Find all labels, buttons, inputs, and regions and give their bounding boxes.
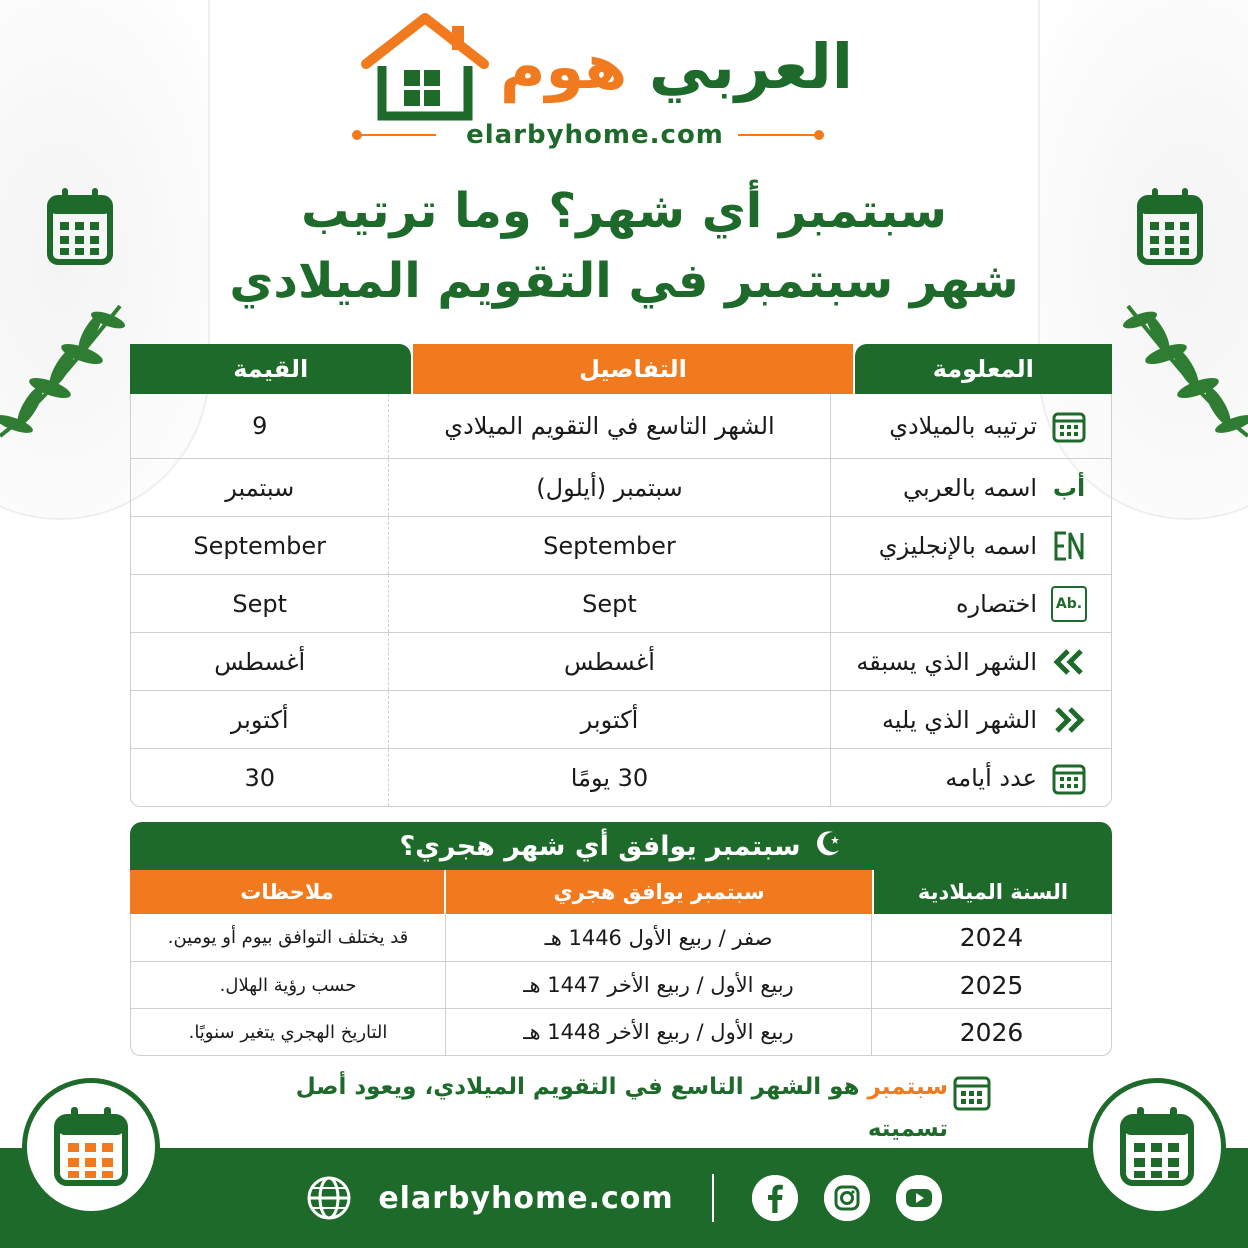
row-notes: حسب رؤية الهلال. (219, 974, 357, 996)
table-row (131, 914, 1111, 961)
brand-name (500, 30, 853, 103)
footer-website-link[interactable]: elarbyhome.com (378, 1180, 674, 1216)
hijri-title-text: سبتمبر يوافق أي شهر هجري؟ (399, 830, 801, 862)
table-row (131, 394, 1111, 458)
house-logo-icon (360, 12, 490, 122)
table-row (131, 961, 1111, 1008)
table-header (130, 344, 1112, 394)
abbreviation-icon: Ab. (1051, 586, 1087, 622)
row-label: الشهر الذي يسبقه (856, 647, 1037, 676)
header-year: السنة الميلادية (874, 870, 1112, 914)
brand-name-green: العربي (648, 30, 854, 103)
row-details: September (388, 517, 829, 574)
hijri-table-title (130, 822, 1112, 870)
table-row (131, 632, 1111, 690)
calendar-icon (1051, 408, 1087, 444)
instagram-icon[interactable] (824, 1175, 870, 1221)
header-info: المعلومة (855, 344, 1112, 394)
brand-name-orange: هوم (500, 30, 628, 103)
header-hijri: سبتمبر يوافق هجري (446, 870, 872, 914)
row-details: أكتوبر (388, 691, 829, 748)
table-row (131, 458, 1111, 516)
brand-domain: elarbyhome.com (466, 120, 724, 150)
month-info-table (130, 344, 1112, 807)
table-row (131, 748, 1111, 806)
row-value: September (193, 531, 327, 560)
facebook-icon[interactable] (752, 1175, 798, 1221)
row-label: ترتيبه بالميلادي (889, 412, 1037, 440)
note-text: هو الشهر التاسع في التقويم الميلادي، ويعود أصل تسميته (295, 1074, 948, 1142)
row-value: 9 (252, 412, 268, 440)
row-label: اسمه بالإنجليزي (878, 531, 1037, 560)
header-details: التفاصيل (413, 344, 852, 394)
footer (0, 1148, 1248, 1248)
row-hijri: ربيع الأول / ربيع الأخر 1448 هـ (445, 1009, 871, 1055)
divider-line (738, 134, 818, 136)
row-hijri: ربيع الأول / ربيع الأخر 1447 هـ (445, 962, 871, 1008)
hijri-table-header (130, 870, 1112, 914)
youtube-icon[interactable] (896, 1175, 942, 1221)
table-row (131, 574, 1111, 632)
row-year: 2025 (871, 962, 1111, 1008)
row-label: اختصاره (955, 589, 1037, 618)
double-chevron-right-icon (1051, 702, 1087, 738)
arabic-letters-icon: أب (1052, 473, 1086, 502)
row-year: 2024 (871, 914, 1111, 961)
row-value: أكتوبر (230, 705, 289, 734)
calendar-icon (46, 186, 114, 266)
row-details: سبتمبر (أيلول) (388, 459, 829, 516)
header-notes: ملاحظات (130, 870, 444, 914)
note-highlight: سبتمبر (867, 1074, 948, 1100)
row-value: 30 (244, 763, 275, 792)
row-details: 30 يومًا (388, 749, 829, 806)
title-line-2: شهر سبتمبر في التقويم الميلادي (229, 253, 1019, 309)
table-row (131, 516, 1111, 574)
corner-calendar-badge (22, 1078, 160, 1216)
table-row (131, 690, 1111, 748)
double-chevron-left-icon (1051, 644, 1087, 680)
row-value: سبتمبر (225, 473, 295, 502)
calendar-icon (51, 1105, 131, 1189)
row-details: Sept (388, 575, 829, 632)
row-details: الشهر التاسع في التقويم الميلادي (388, 394, 829, 458)
footer-divider (712, 1174, 714, 1222)
title-line-1: سبتمبر أي شهر؟ وما ترتيب (301, 183, 947, 239)
brand-logo (360, 12, 854, 152)
row-label: عدد أيامه (945, 763, 1037, 792)
page-title (180, 176, 1068, 316)
row-hijri: صفر / ربيع الأول 1446 هـ (445, 914, 871, 961)
row-value: أغسطس (214, 647, 306, 676)
row-details: أغسطس (388, 633, 829, 690)
divider-dot (814, 130, 824, 140)
row-notes: قد يختلف التوافق بيوم أو يومين. (167, 927, 409, 948)
leaf-branch-icon (0, 296, 130, 446)
row-label: الشهر الذي يليه (881, 705, 1037, 734)
globe-icon (306, 1175, 352, 1221)
hijri-table (130, 822, 1112, 1056)
crescent-icon (813, 828, 843, 865)
corner-calendar-badge (1088, 1078, 1226, 1216)
english-letters-icon (1051, 528, 1087, 564)
calendar-icon (1136, 186, 1204, 266)
header-value: القيمة (130, 344, 411, 394)
row-notes: التاريخ الهجري يتغير سنويًا. (188, 1021, 388, 1043)
calendar-icon (1051, 760, 1087, 796)
row-year: 2026 (871, 1009, 1111, 1055)
calendar-icon (1117, 1105, 1197, 1189)
row-label: اسمه بالعربي (903, 473, 1037, 502)
leaf-branch-icon (1118, 296, 1248, 446)
row-value: Sept (232, 589, 288, 618)
table-row (131, 1008, 1111, 1055)
